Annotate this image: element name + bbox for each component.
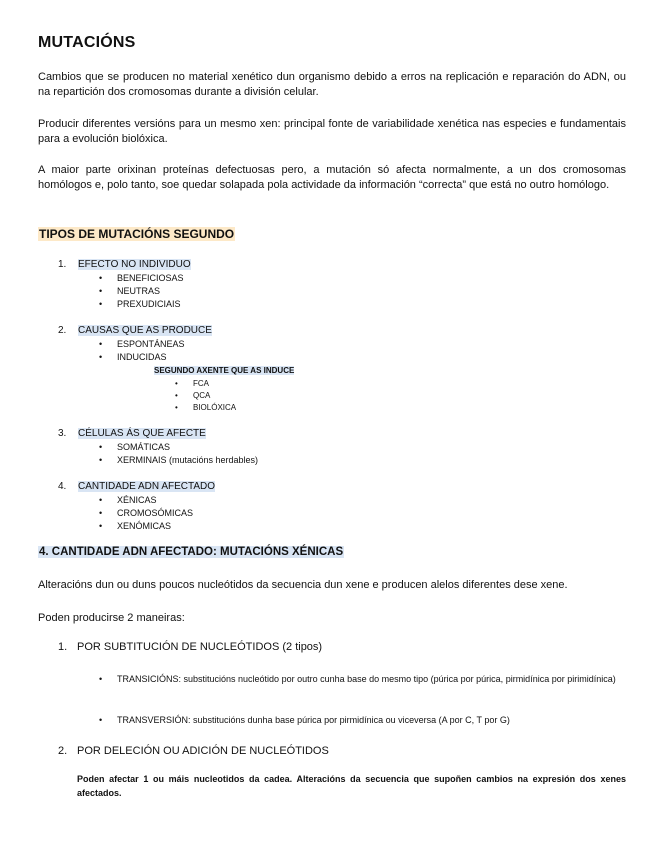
intro-paragraph-2: Producir diferentes versións para un mesmo xen: principal fonte de variabilidade xenética nas especies e fundamentais para a evolución biolóxica. <box>38 118 626 145</box>
list-item: • CROMOSÓMICAS <box>117 508 193 518</box>
list-item: • BIOLÓXICA <box>193 403 236 412</box>
list-number: 2. <box>58 745 68 757</box>
intro-paragraph-1: Cambios que se producen no material xenético dun organismo debido a erros na replicación e reparación do ADN, ou na repartición dos cromosomas durante a división celular. <box>38 71 626 98</box>
list-number: 1. <box>58 259 67 270</box>
list-item: • FCA <box>193 379 209 388</box>
list-item: • SOMÁTICAS <box>117 442 170 452</box>
page-title: MUTACIÓNS <box>38 34 136 51</box>
list-item: • BENEFICIOSAS <box>117 273 184 283</box>
group-label-efecto: EFECTO NO INDIVIDUO <box>78 259 191 270</box>
list-item: • XENÓMICAS <box>117 521 171 531</box>
delecion-description: Poden afectar 1 ou máis nucleotidos da cadea. Alteracións da secuencia que supoñen cambios na expresión dos xenes afectados. <box>77 774 626 798</box>
group-label-celulas: CÉLULAS ÁS QUE AFECTE <box>78 428 206 439</box>
list-number: 4. <box>58 481 67 492</box>
item-label-delecion: POR DELECIÓN OU ADICIÓN DE NUCLEÓTIDOS <box>77 745 329 757</box>
list-number: 2. <box>58 325 67 336</box>
section-heading-xenicas: 4. CANTIDADE ADN AFECTADO: MUTACIÓNS XÉNICAS <box>39 546 344 558</box>
intro-paragraph-3: A maior parte orixinan proteínas defectuosas pero, a mutación só afecta normalmente, a un dos cromosomas homólogos e, polo tanto, soe quedar solapada pola actividade da información “correcta” que está no outro homólogo. <box>38 164 626 191</box>
list-item: • QCA <box>193 391 210 400</box>
item-label-subtitucion: POR SUBTITUCIÓN DE NUCLEÓTIDOS (2 tipos) <box>77 641 323 653</box>
list-number: 1. <box>58 641 68 653</box>
list-item-transversion: • TRANSVERSIÓN: substitucións dunha base púrica por pirmidínica ou viceversa (A por C, T por G) <box>117 713 626 727</box>
group-label-cantidade: CANTIDADE ADN AFECTADO <box>78 481 216 492</box>
list-item: • XÉNICAS <box>117 495 157 505</box>
group-label-causas: CAUSAS QUE AS PRODUCE <box>78 325 212 336</box>
list-item-transicions: • TRANSICIÓNS: substitucións nucleótido por outro cunha base do mesmo tipo (púrica por púrica, pirmidínica por pirimidínica) <box>117 672 626 686</box>
section2-paragraph-2: Poden producirse 2 maneiras: <box>38 612 185 624</box>
list-item: • INDUCIDAS <box>117 352 167 362</box>
list-number: 3. <box>58 428 67 439</box>
list-item: • XERMINAIS (mutacións herdables) <box>117 455 258 465</box>
section2-paragraph-1: Alteracións dun ou duns poucos nucleótidos da secuencia dun xene e producen alelos diferentes dese xene. <box>38 579 568 591</box>
list-item: • NEUTRAS <box>117 286 160 296</box>
section-heading-tipos: TIPOS DE MUTACIÓNS SEGUNDO <box>39 227 235 241</box>
list-item: • ESPONTÁNEAS <box>117 339 185 349</box>
list-item: • PREXUDICIAIS <box>117 299 181 309</box>
subheading-axente: SEGUNDO AXENTE QUE AS INDUCE <box>154 366 295 375</box>
